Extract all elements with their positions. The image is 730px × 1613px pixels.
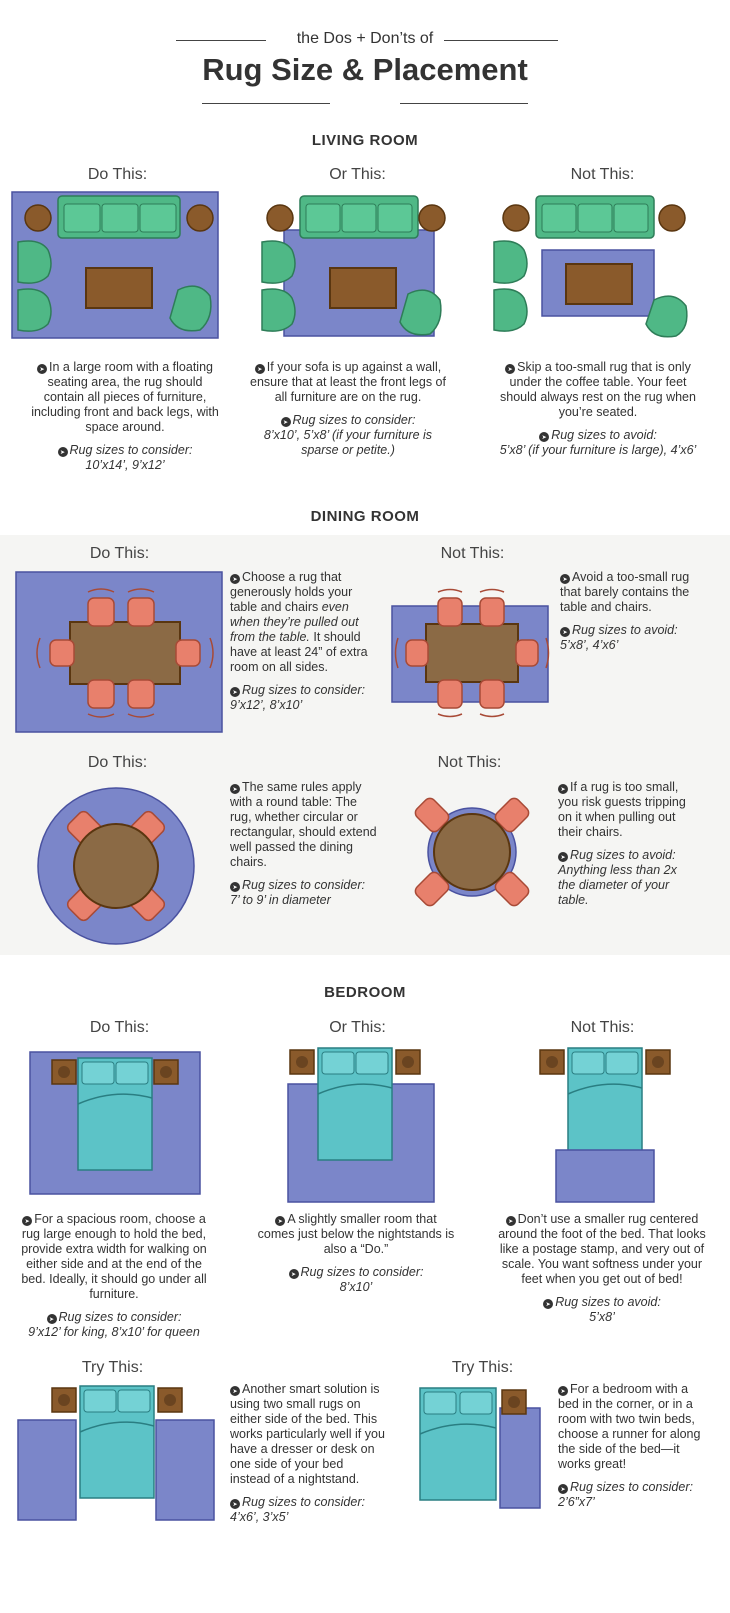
dining-round-do-text: ➤The same rules apply with a round table: The rug, whether circular or rectangular, should extend well passed the dining chairs. ➤Rug sizes to consider: 7’ to 9’ in diameter: [230, 780, 380, 908]
bedroom-or-text: ➤A slightly smaller room that comes just below the nightstands is also a “Do.” ➤Rug sizes to consider: 8’x10’: [256, 1212, 456, 1295]
dining-table: [70, 622, 180, 684]
header-rule-bottom: [202, 103, 330, 104]
rug: [18, 1420, 76, 1520]
arrow-bullet-icon: [22, 1216, 32, 1226]
bedroom-try-two-rugs-text: ➤Another smart solution is using two small rugs on either side of the bed. This works particularly well if you have a dresser or desk on one side of your bed instead of a nightstand. ➤Rug sizes to consider: 4’x6’, 3’x5’: [230, 1382, 385, 1525]
arrow-bullet-icon: [539, 432, 549, 442]
living-room-heading: LIVING ROOM: [311, 132, 419, 149]
coffee-table: [330, 268, 396, 308]
rug: [156, 1420, 214, 1520]
chair: [88, 680, 114, 708]
armchair: [262, 289, 295, 331]
arrow-bullet-icon: [230, 574, 240, 584]
arrow-bullet-icon: [543, 1299, 553, 1309]
dining-do-label-2: Do This:: [87, 754, 148, 771]
bedroom-try-two-rugs-diagram: [16, 1384, 216, 1534]
side-table: [419, 205, 445, 231]
arrow-bullet-icon: [289, 1269, 299, 1279]
arrow-bullet-icon: [230, 882, 240, 892]
bedroom-or-diagram: [280, 1046, 440, 1204]
armchair: [494, 241, 527, 283]
dining-round-not-diagram: [410, 788, 534, 918]
dining-table: [426, 624, 518, 682]
dining-rect-do-diagram: [16, 572, 222, 732]
arrow-bullet-icon: [58, 447, 68, 457]
arrow-bullet-icon: [230, 687, 240, 697]
header-rule-bottom-right: [400, 103, 528, 104]
armchair: [494, 289, 527, 331]
arrow-bullet-icon: [37, 364, 47, 374]
arrow-bullet-icon: [560, 574, 570, 584]
living-not-label: Not This:: [570, 166, 635, 183]
dining-do-label-1: Do This:: [89, 545, 150, 562]
chair: [128, 598, 154, 626]
armchair: [262, 241, 295, 283]
bedroom-do-diagram: [30, 1052, 200, 1194]
bedroom-not-text: ➤Don’t use a smaller rug centered around the foot of the bed. That looks like a postage stamp, and very out of scale. You want softness under your feet when you get out of bed! ➤Rug sizes to avoid: 5’x8’: [492, 1212, 712, 1325]
side-table: [25, 205, 51, 231]
bedroom-try-runner-text: ➤For a bedroom with a bed in the corner, or in a room with two twin beds, choose a runner for along the side of the bed—it works great! ➤Rug sizes to consider: 2’6”x7’: [558, 1382, 708, 1510]
coffee-table: [566, 264, 632, 304]
arrow-bullet-icon: [275, 1216, 285, 1226]
chair: [438, 680, 462, 708]
arrow-bullet-icon: [281, 417, 291, 427]
arrow-bullet-icon: [558, 852, 568, 862]
arrow-bullet-icon: [558, 1386, 568, 1396]
arrow-bullet-icon: [505, 364, 515, 374]
living-or-diagram: [260, 190, 450, 340]
chair: [88, 598, 114, 626]
side-table: [659, 205, 685, 231]
arrow-bullet-icon: [560, 627, 570, 637]
page-title: Rug Size & Placement: [202, 52, 528, 87]
side-table: [267, 205, 293, 231]
bedroom-try-runner-diagram: [418, 1386, 548, 1510]
rug: [556, 1150, 654, 1202]
arrow-bullet-icon: [506, 1216, 516, 1226]
arrow-bullet-icon: [230, 1499, 240, 1509]
arrow-bullet-icon: [558, 1484, 568, 1494]
living-not-text: ➤Skip a too-small rug that is only under the coffee table. Your feet should always rest on the rug when you’re seated. ➤Rug sizes to avoid: 5’x8’ (if your furniture is large), 4’x6’: [498, 360, 698, 458]
page-subtitle: the Dos + Don’ts of: [296, 30, 434, 47]
bedroom-do-label: Do This:: [89, 1019, 150, 1036]
dining-rect-do-text: ➤Choose a rug that generously holds your table and chairs even when they’re pulled out from the table. It should have at least 24” of extra room on all sides. ➤Rug sizes to consider: 9’x12’, 8’x10’: [230, 570, 380, 713]
chair: [176, 640, 200, 666]
chair: [480, 598, 504, 626]
chair: [50, 640, 74, 666]
bedroom-not-diagram: [536, 1046, 676, 1206]
dining-rect-not-diagram: [392, 592, 552, 716]
bedroom-try-label-2: Try This:: [451, 1359, 514, 1376]
chair: [516, 640, 538, 666]
bedroom-not-label: Not This:: [570, 1019, 635, 1036]
dining-rect-not-text: ➤Avoid a too-small rug that barely contains the table and chairs. ➤Rug sizes to avoid: 5’x8’, 4’x6’: [560, 570, 690, 653]
arrow-bullet-icon: [230, 784, 240, 794]
living-or-text: ➤If your sofa is up against a wall, ensure that at least the front legs of all furniture are on the rug. ➤Rug sizes to consider: 8’x10’, 5’x8’ (if your furniture is sparse or petite.): [248, 360, 448, 458]
arrow-bullet-icon: [558, 784, 568, 794]
side-table: [187, 205, 213, 231]
arrow-bullet-icon: [230, 1386, 240, 1396]
round-table: [74, 824, 158, 908]
bedroom-or-label: Or This:: [329, 1019, 386, 1036]
armchair: [18, 241, 51, 283]
armchair: [18, 289, 51, 331]
dining-not-label-1: Not This:: [440, 545, 505, 562]
bedroom-try-label-1: Try This:: [81, 1359, 144, 1376]
dining-not-label-2: Not This:: [437, 754, 502, 771]
side-table: [503, 205, 529, 231]
coffee-table: [86, 268, 152, 308]
chair: [128, 680, 154, 708]
chair: [438, 598, 462, 626]
arrow-bullet-icon: [255, 364, 265, 374]
chair: [406, 640, 428, 666]
living-do-label: Do This:: [87, 166, 148, 183]
rug: [500, 1408, 540, 1508]
living-not-diagram: [492, 190, 702, 340]
round-table: [434, 814, 510, 890]
living-or-label: Or This:: [329, 166, 386, 183]
living-do-diagram: [10, 190, 220, 340]
bedroom-do-text: ➤For a spacious room, choose a rug large enough to hold the bed, provide extra width for walking on either side and at the end of the bed. Ideally, it should go under all furniture. ➤Rug sizes to consider: 9’x12’ for king, 8’x10’ for queen: [14, 1212, 214, 1340]
bedroom-heading: BEDROOM: [324, 984, 406, 1001]
arrow-bullet-icon: [47, 1314, 57, 1324]
dining-round-do-diagram: [36, 786, 196, 946]
dining-room-heading: DINING ROOM: [310, 508, 420, 525]
dining-round-not-text: ➤If a rug is too small, you risk guests tripping on it when pulling out their chairs. ➤Rug sizes to avoid: Anything less than 2x the diameter of your table.: [558, 780, 693, 908]
chair: [480, 680, 504, 708]
living-do-text: ➤In a large room with a floating seating area, the rug should contain all pieces of furniture, including front and back legs, with space around. ➤Rug sizes to consider: 10’x14’, 9’x12’: [30, 360, 220, 473]
